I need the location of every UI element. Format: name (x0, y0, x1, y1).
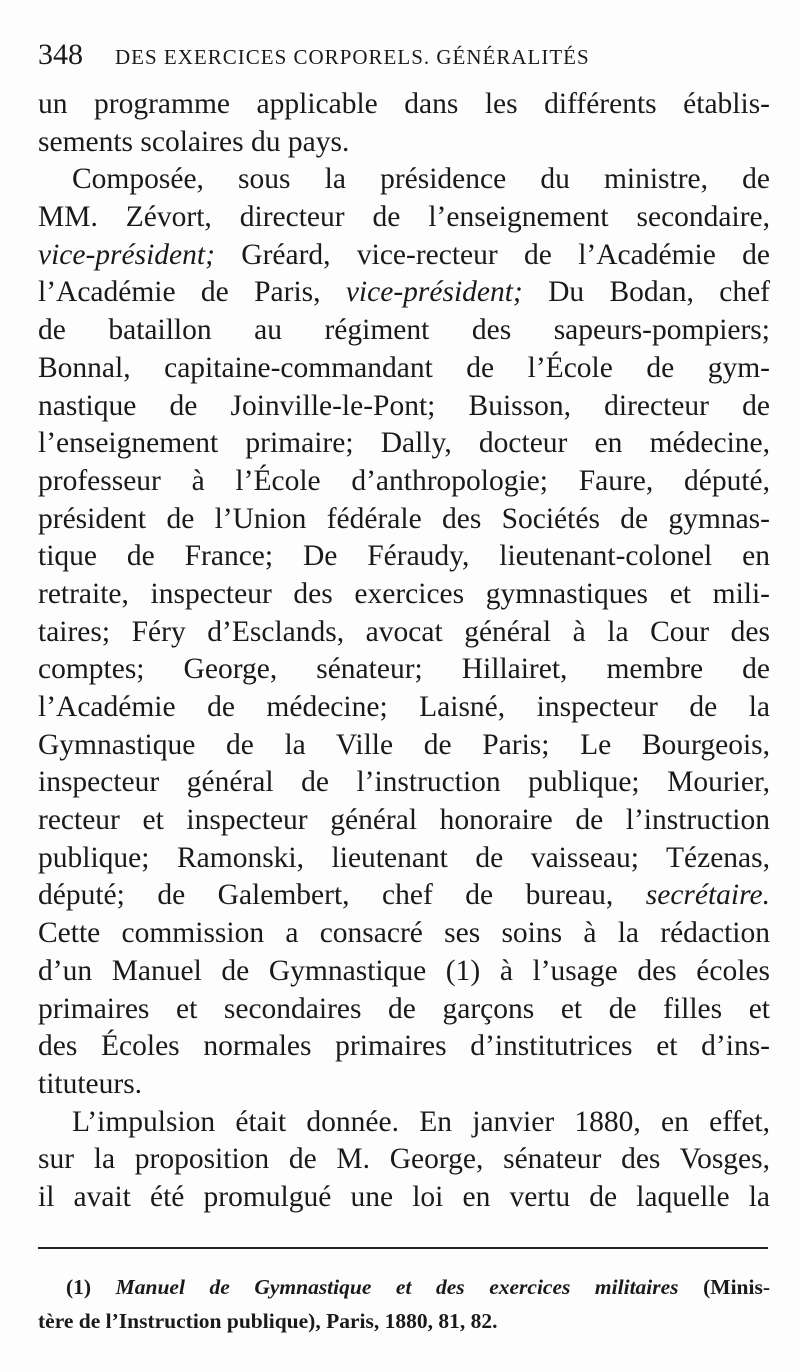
italic-text: Manuel de Gymnastique et des exercices militaires (115, 1275, 679, 1299)
text-segment: l’enseignement primaire; Dally, docteur en médecine, (38, 427, 770, 460)
text-segment: des Écoles normales primaires d’institutrices et d’ins- (38, 1030, 770, 1063)
text-line (38, 576, 770, 614)
text-segment: de bataillon au régiment des sapeurs-pompiers; (38, 314, 770, 347)
text-segment: sements scolaires du pays. (38, 125, 350, 158)
text-segment: Cette commission a consacré ses soins à la rédaction (38, 917, 770, 950)
text-segment: tique de France; De Féraudy, lieutenant-colonel en (38, 540, 770, 573)
text-line (38, 991, 770, 1029)
text-segment: président de l’Union fédérale des Sociétés de gymnas- (38, 502, 770, 535)
text-line (38, 915, 770, 953)
text-segment: Bonnal, capitaine-commandant de l’École de gym- (38, 351, 770, 384)
text-segment: professeur à l’École d’anthropologie; Faure, député, (38, 464, 770, 497)
text-segment: député; de Galembert, chef de bureau, (38, 879, 646, 912)
text-segment: nastique de Joinville-le-Pont; Buisson, directeur de (38, 389, 770, 422)
text-line (38, 501, 770, 539)
text-segment: tituteurs. (38, 1067, 143, 1100)
text-segment: inspecteur général de l’instruction publique; Mourier, (38, 766, 770, 799)
text-segment: un programme applicable dans les différents établis- (38, 88, 770, 120)
text-segment: (Minis- (678, 1275, 770, 1299)
text-line (38, 237, 770, 275)
text-line (38, 199, 770, 237)
text-segment: Gymnastique de la Ville de Paris; Le Bourgeois, (38, 728, 770, 761)
text-line (38, 161, 770, 199)
text-line (38, 764, 770, 802)
text-line (38, 614, 770, 652)
page-number: 348 (38, 38, 83, 71)
text-line (38, 802, 770, 840)
page-header (38, 38, 762, 78)
text-segment: d’un Manuel de Gymnastique (1) à l’usage des écoles (38, 954, 770, 987)
text-line (38, 689, 770, 727)
text-line (38, 1141, 770, 1179)
text-segment: l’Académie de médecine; Laisné, inspecteur de la (38, 691, 770, 723)
text-segment: (1) (66, 1275, 116, 1299)
italic-text: secrétaire. (645, 879, 770, 912)
text-segment: MM. Zévort, directeur de l’enseignement secondaire, (38, 201, 770, 234)
text-segment: Du Bodan, chef (522, 276, 770, 309)
text-segment: L’impulsion était donnée. En janvier 1880, en effet, (72, 1105, 770, 1138)
text-line (38, 1066, 770, 1104)
footnote-line (38, 1270, 770, 1304)
text-line (38, 388, 770, 426)
text-segment: Gréard, vice-recteur de l’Académie de (214, 238, 770, 271)
text-line (38, 953, 770, 991)
text-segment: tère de l’Instruction publique), Paris, 1880, 81, 82. (38, 1309, 498, 1333)
text-segment: primaires et secondaires de garçons et de filles et (38, 992, 770, 1025)
text-line (38, 840, 770, 878)
text-segment: il avait été promulgué une loi en vertu de laquelle la (38, 1180, 770, 1213)
text-line (38, 727, 770, 765)
text-line (38, 877, 770, 915)
text-line (38, 312, 770, 350)
text-line (38, 1104, 770, 1142)
running-title: DES EXERCICES CORPORELS. GÉNÉRALITÉS (115, 45, 590, 69)
text-segment: l’Académie de Paris, (38, 276, 346, 309)
italic-text: vice-président; (38, 238, 215, 271)
text-line (38, 651, 770, 689)
text-line (38, 350, 770, 388)
text-segment: Composée, sous la présidence du ministre, de (72, 163, 770, 196)
text-segment: publique; Ramonski, lieutenant de vaisseau; Tézenas, (38, 841, 770, 874)
text-segment: taires; Féry d’Esclands, avocat général à la Cour des (38, 615, 770, 648)
body-text (38, 86, 770, 1217)
italic-text: vice-président; (345, 276, 523, 309)
footnote-rule (38, 1247, 768, 1249)
text-line (38, 538, 770, 576)
footnote-line (38, 1304, 770, 1338)
text-segment: comptes; George, sénateur; Hillairet, membre de (38, 653, 770, 686)
text-line (38, 463, 770, 501)
text-line (38, 274, 770, 312)
text-line (38, 425, 770, 463)
text-segment: sur la proposition de M. George, sénateur des Vosges, (38, 1143, 770, 1176)
text-line (38, 86, 770, 124)
text-segment: recteur et inspecteur général honoraire de l’instruction (38, 804, 770, 837)
footnote (38, 1270, 770, 1338)
text-line (38, 1179, 770, 1217)
text-line (38, 1028, 770, 1066)
text-line (38, 124, 770, 162)
text-segment: retraite, inspecteur des exercices gymnastiques et mili- (38, 577, 770, 610)
